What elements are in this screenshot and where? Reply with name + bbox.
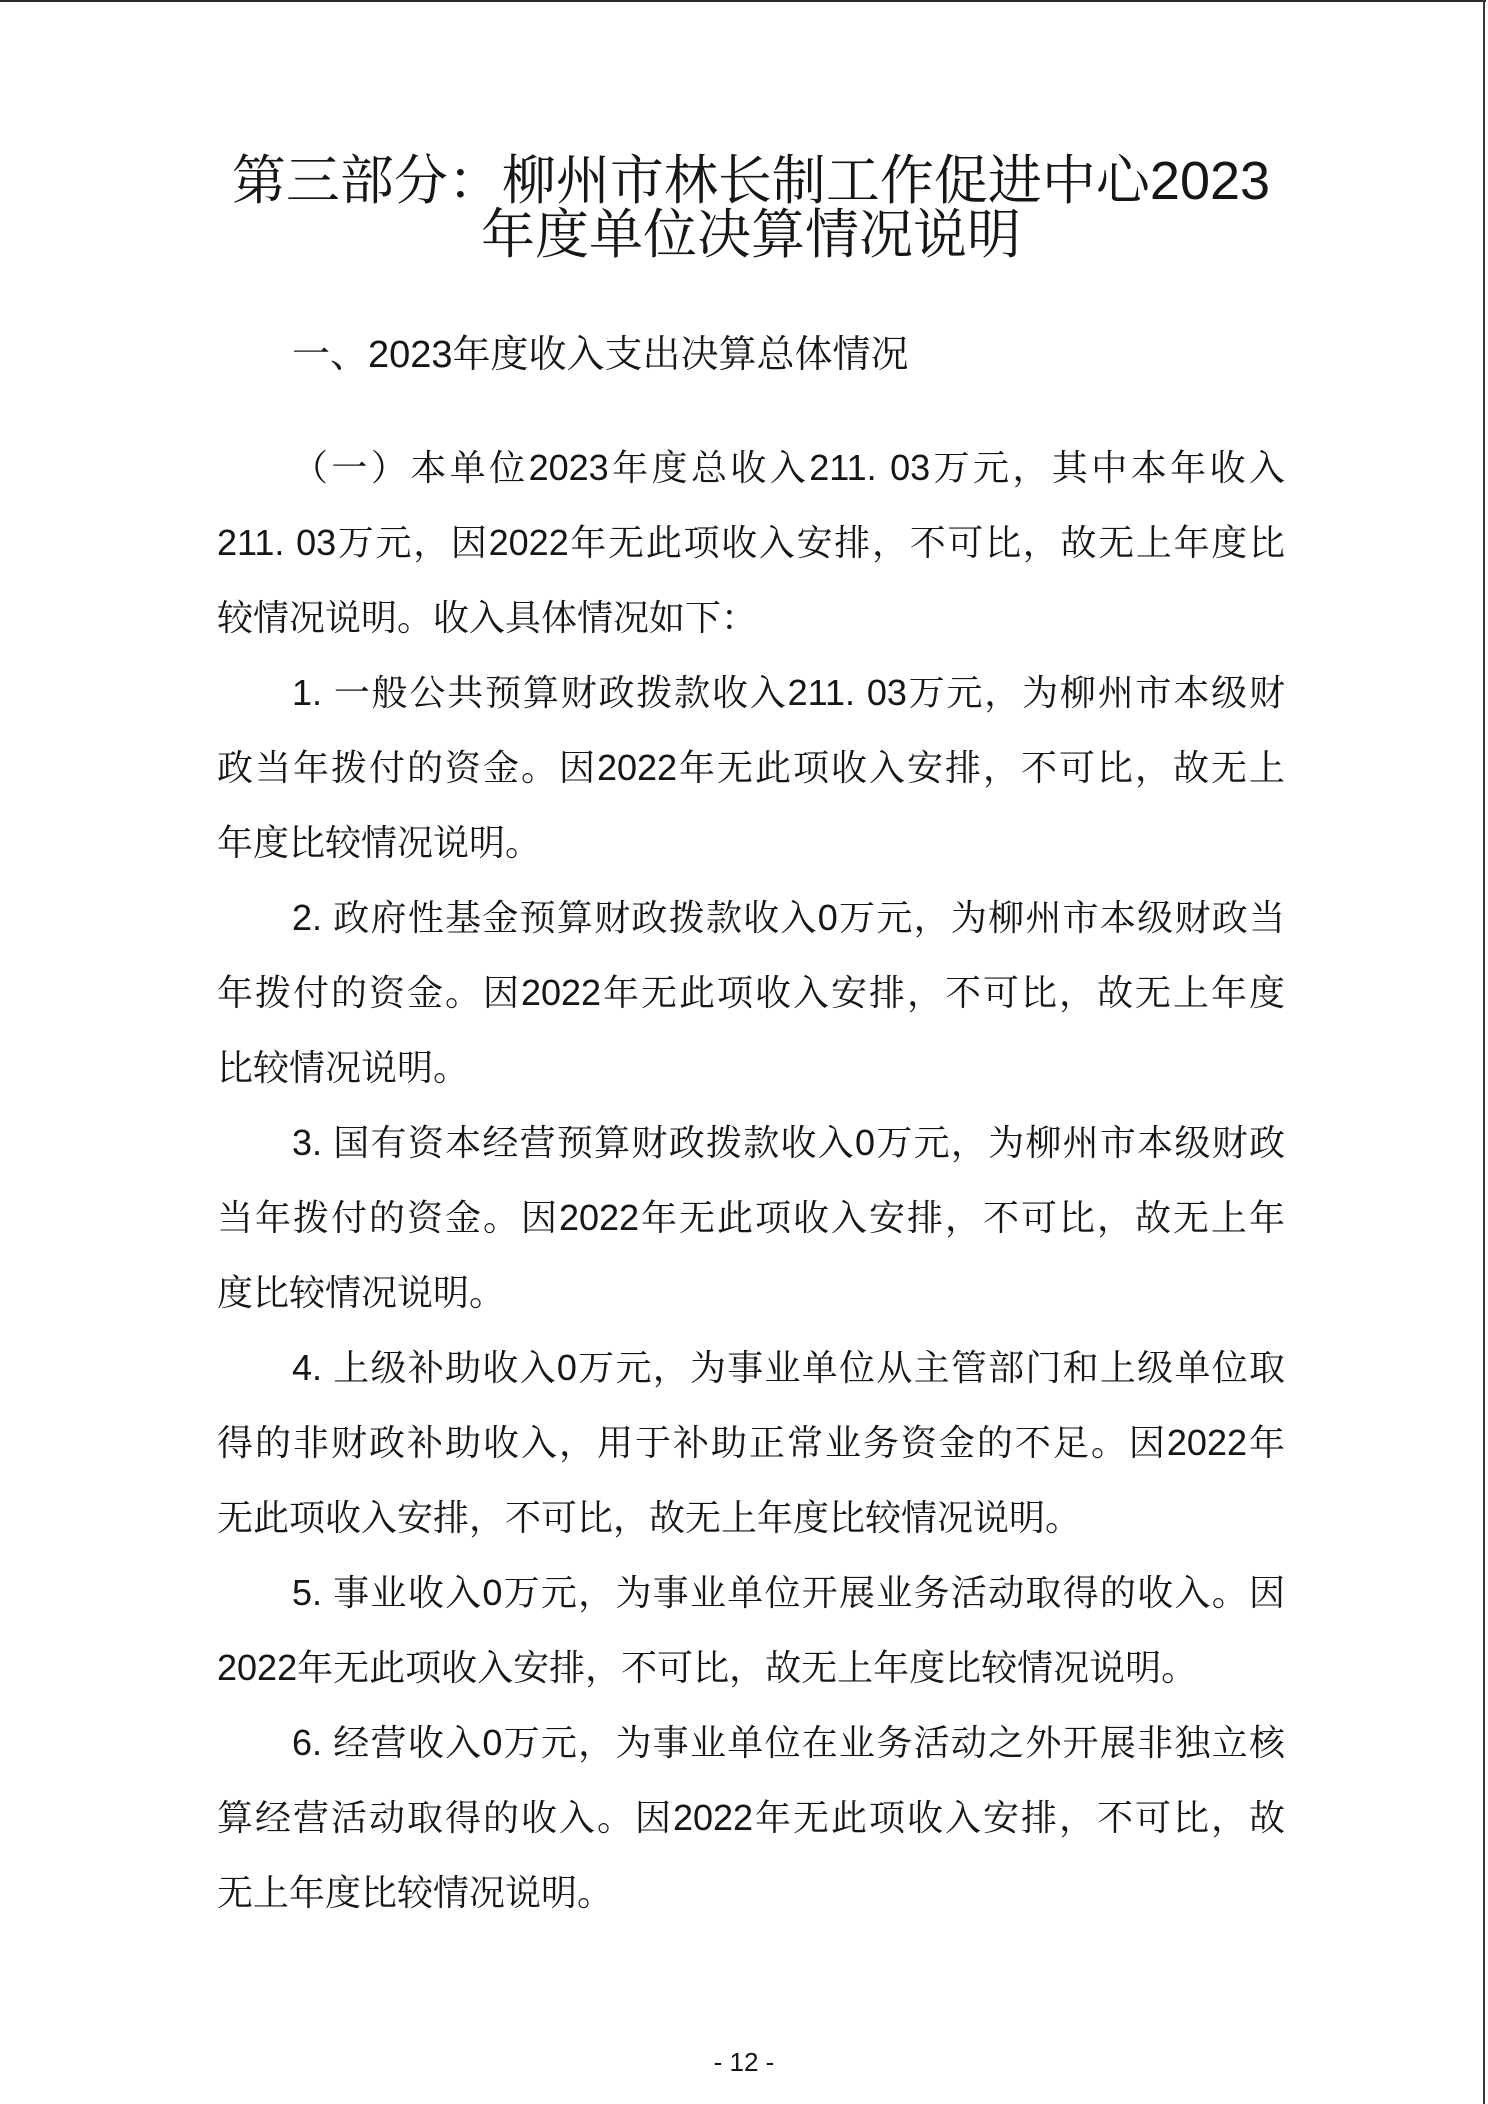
paragraph-line: 3. 国有资本经营预算财政拨款收入0万元，为柳州市本级财政: [292, 1122, 1285, 1163]
paragraph-line: 算经营活动取得的收入。因2022年无此项收入安排，不可比，故: [217, 1797, 1285, 1838]
paragraph-item-6: [217, 1705, 1285, 1930]
paragraph-line: 年拨付的资金。因2022年无此项收入安排，不可比，故无上年度: [217, 972, 1285, 1013]
paragraph-line: 6. 经营收入0万元，为事业单位在业务活动之外开展非独立核: [292, 1722, 1285, 1763]
paragraph-line: 政当年拨付的资金。因2022年无此项收入安排，不可比，故无上: [217, 747, 1285, 788]
paragraph-line: 比较情况说明。: [217, 1047, 470, 1088]
paragraph-line: 较情况说明。收入具体情况如下：: [217, 597, 758, 638]
paragraph-line: 无上年度比较情况说明。: [217, 1872, 614, 1913]
page-number: - 12 -: [713, 2047, 775, 2077]
title-line-2: 年度单位决算情况说明: [481, 205, 1021, 265]
paragraph-line: 无此项收入安排，不可比，故无上年度比较情况说明。: [217, 1497, 1082, 1538]
paragraph-item-1: [217, 655, 1285, 880]
paragraph-line: 5. 事业收入0万元，为事业单位开展业务活动取得的收入。因: [292, 1572, 1285, 1613]
paragraph-line: 年度比较情况说明。: [217, 822, 542, 863]
page-title: [217, 151, 1285, 265]
paragraph-item-2: [217, 880, 1285, 1105]
paragraph-item-4: [217, 1330, 1285, 1555]
body-text: [217, 430, 1285, 1930]
section-heading: 一、2023年度收入支出决算总体情况: [292, 334, 909, 376]
paragraph-line: 2022年无此项收入安排，不可比，故无上年度比较情况说明。: [217, 1647, 1198, 1688]
page-top-border: [0, 0, 1486, 2]
paragraph-total-income: [217, 430, 1285, 655]
paragraph-line: 度比较情况说明。: [217, 1272, 506, 1313]
paragraph-line: 211. 03万元，因2022年无此项收入安排，不可比，故无上年度比: [217, 522, 1285, 563]
paragraph-line: 2. 政府性基金预算财政拨款收入0万元，为柳州市本级财政当: [292, 897, 1285, 938]
paragraph-line: 4. 上级补助收入0万元，为事业单位从主管部门和上级单位取: [292, 1347, 1285, 1388]
page-right-border: [1483, 0, 1485, 2104]
paragraph-line: 得的非财政补助收入，用于补助正常业务资金的不足。因2022年: [217, 1422, 1285, 1463]
paragraph-line: （一）本单位2023年度总收入211. 03万元，其中本年收入: [292, 447, 1285, 488]
paragraph-item-3: [217, 1105, 1285, 1330]
paragraph-line: 当年拨付的资金。因2022年无此项收入安排，不可比，故无上年: [217, 1197, 1285, 1238]
title-line-1: 第三部分：柳州市林长制工作促进中心2023: [231, 151, 1271, 211]
paragraph-item-5: [217, 1555, 1285, 1705]
paragraph-line: 1. 一般公共预算财政拨款收入211. 03万元，为柳州市本级财: [292, 672, 1285, 713]
